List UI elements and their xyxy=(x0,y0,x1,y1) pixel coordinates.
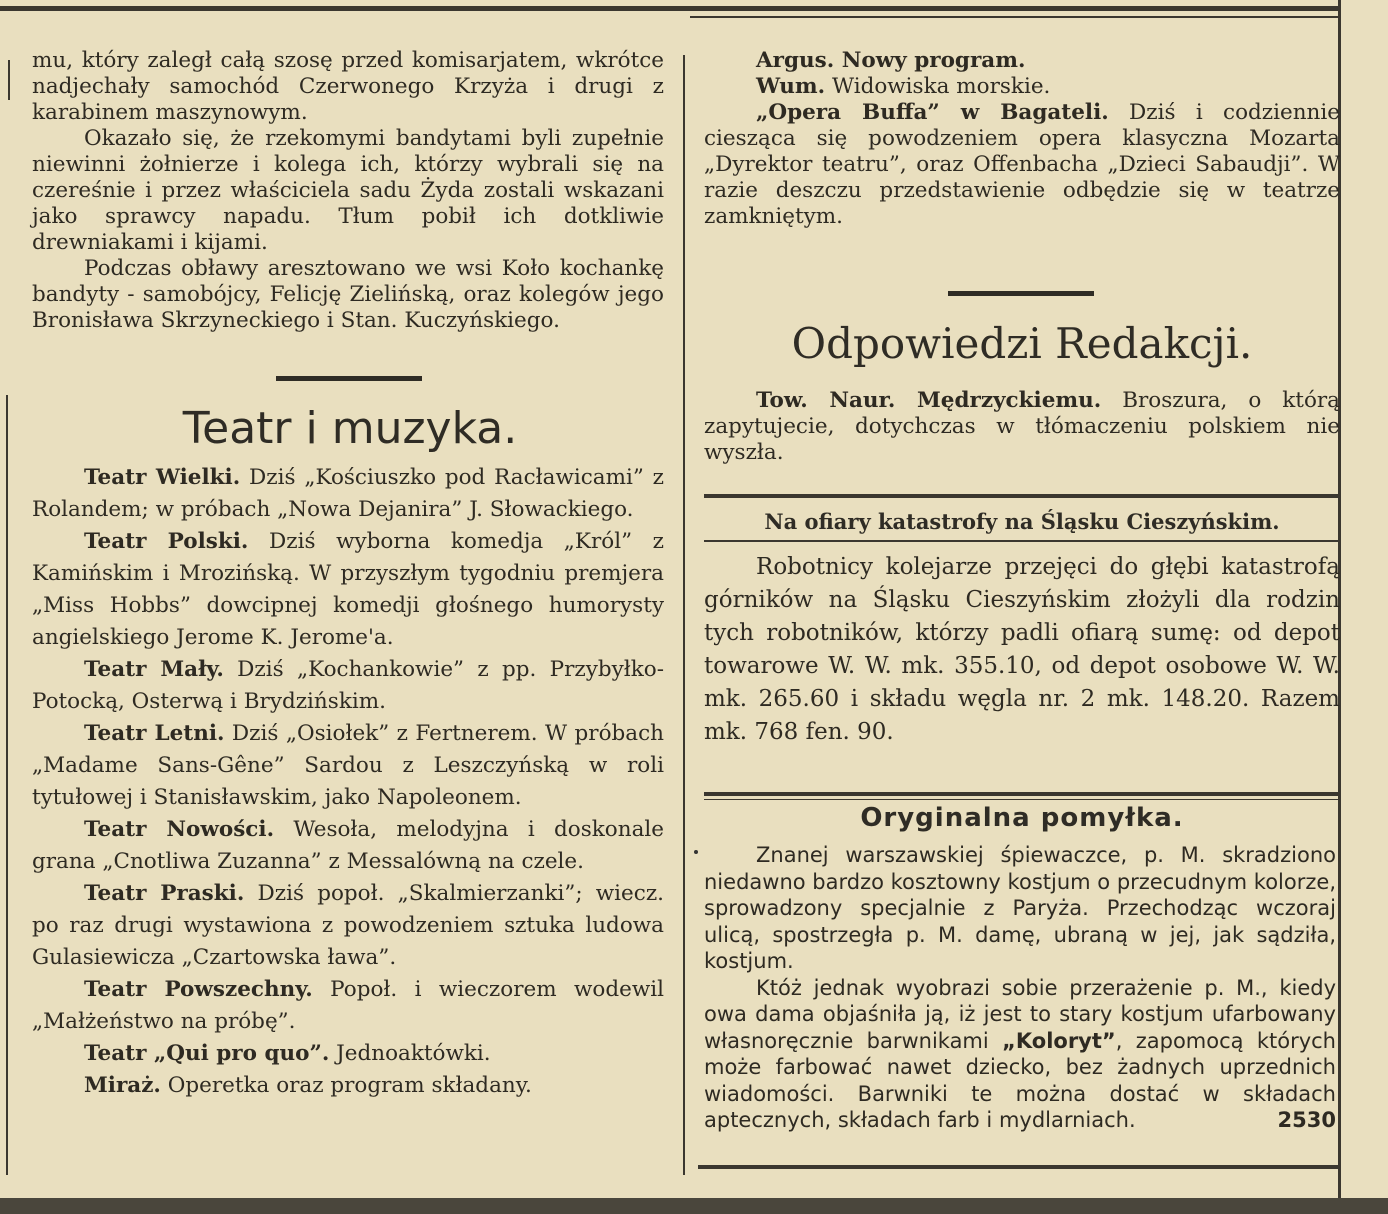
left-column xyxy=(32,48,664,334)
theatre-item-name: Teatr Letni. xyxy=(84,721,225,746)
print-speck xyxy=(694,850,698,854)
answers-paragraph xyxy=(704,388,1340,466)
theatre-item-text: Widowiska morskie. xyxy=(825,74,1051,99)
theatre-item-text: Nowy program. xyxy=(834,48,1026,73)
theatre-item-name: Argus. xyxy=(756,48,835,73)
bottom-rule xyxy=(0,1198,1388,1214)
left-top-paragraph-1: mu, który zaległ całą szosę przed komisarjatem, wkrótce nadjechały samochód Czerwonego Krzyża i drugi z karabinem maszynowym. xyxy=(32,48,664,125)
ad-bottom-rule xyxy=(698,1165,1338,1169)
victims-top-rule xyxy=(704,494,1338,498)
theatre-list xyxy=(32,462,664,1102)
theatre-item-text: Dziś „Kościuszko pod Racławicami” z Rolandem; w próbach „Nowa Dejanira” J. Słowackiego. xyxy=(32,465,664,522)
left-margin-line xyxy=(8,60,10,100)
theatre-item xyxy=(32,654,664,718)
theatre-item-name: Wum. xyxy=(756,74,826,99)
section-title-answers: Odpowiedzi Redakcji. xyxy=(791,319,1253,368)
answers-addressee: Tow. Naur. Mędrzyckiemu. xyxy=(756,388,1102,413)
theatre-item xyxy=(32,718,664,814)
ad-top-rule xyxy=(704,792,1338,796)
victims-block xyxy=(704,551,1340,749)
theatre-item xyxy=(704,100,1340,230)
theatre-item-text: Dziś „Kochankowie” z pp. Przybyłko-Potocką, Osterwą i Brydzińskim. xyxy=(32,657,664,714)
ad-text-post: , zapomocą których może farbować nawet dziecko, bez żadnych uprzednich wiadomości. Barwniki te można dostać w składach aptecznych, składach farb i mydlarniach. xyxy=(704,1028,1336,1132)
theatre-item-name: Teatr Polski. xyxy=(84,529,249,554)
theatre-item-name: Teatr Powszechny. xyxy=(84,977,313,1002)
theatre-item xyxy=(32,878,664,974)
section-title-victims: Na ofiary katastrofy na Śląsku Cieszyńskim. xyxy=(764,509,1280,534)
theatre-item xyxy=(32,526,664,654)
answers-divider-dash xyxy=(948,291,1094,296)
section-title-teatr: Teatr i muzyka. xyxy=(182,403,518,454)
column-divider xyxy=(683,55,685,1175)
ad-brand: „Koloryt” xyxy=(1002,1028,1116,1053)
theatre-item-text: Dziś i codziennie ciesząca się powodzeniem opera klasyczna Mozarta „Dyrektor teatru”, oraz Offenbacha „Dzieci Sabaudji”. W razie deszczu przedstawienie odbędzie się w teatrze zamkniętym. xyxy=(704,100,1341,229)
theatre-item xyxy=(32,814,664,878)
theatre-item-name: Teatr Nowości. xyxy=(84,817,275,842)
left-top-paragraph-3: Podczas obławy aresztowano we wsi Koło kochankę bandyty - samobójcy, Felicję Zielińską, oraz kolegów jego Bronisława Skrzyneckiego i Stan. Kuczyńskiego. xyxy=(32,256,664,333)
theatre-item xyxy=(704,74,1340,100)
right-theatre-list xyxy=(704,48,1340,230)
theatre-item-text: Dziś wyborna komedja „Król” z Kamińskim i Mrozińską. W przyszłym tygodniu premjera „Miss Hobbs” dowcipnej komedji głośnego humorysty angielskiego Jerome K. Jerome'a. xyxy=(32,529,665,650)
theatre-item-name: Teatr Wielki. xyxy=(84,465,241,490)
theatre-item-name: Miraż. xyxy=(84,1073,161,1098)
ad-paragraph-1: Znanej warszawskiej śpiewaczce, p. M. skradziono niedawno bardzo kosztowny kostjum o przecudnym kolorze, sprowadzony specjalnie z Paryża. Przechodząc wczoraj ulicą, spostrzegła p. M. damę, ubraną w jej, jak sądziła, kostjum. xyxy=(704,843,1336,973)
ad-number: 2530 xyxy=(1277,1108,1336,1132)
section-divider-dash xyxy=(276,376,422,381)
theatre-item xyxy=(704,48,1340,74)
theatre-item-text: Popoł. i wieczorem wodewil „Małżeństwo na próbę”. xyxy=(32,977,664,1034)
answers-block xyxy=(704,388,1340,466)
theatre-item xyxy=(32,1070,664,1102)
theatre-item-text: Wesoła, melodyjna i doskonale grana „Cnotliwa Zuzanna” z Messalówną na czele. xyxy=(32,817,664,874)
theatre-item-text: Dziś popoł. „Skalmierzanki”; wiecz. po raz drugi wystawiona z powodzeniem sztuka ludowa Gulasiewicza „Czartowska ława”. xyxy=(32,881,664,970)
ad-block xyxy=(704,842,1336,1134)
theatre-item-name: „Opera Buffa” w Bagateli. xyxy=(756,100,1109,125)
left-margin-line-2 xyxy=(6,395,8,1175)
theatre-item-text: Dziś „Osiołek” z Fertnerem. W próbach „Madame Sans-Gêne” Sardou z Leszczyńską w roli tytułowej i Stanisławskim, jako Napoleonem. xyxy=(32,721,664,810)
theatre-item-name: Teatr Praski. xyxy=(84,881,245,906)
victims-paragraph: Robotnicy kolejarze przejęci do głębi katastrofą górników na Śląsku Cieszyńskim złożyli dla rodzin tych robotników, którzy padli ofiarą sumę: od depot towarowe W. W. mk. 355.10, od depot osobowe W. W. mk. 265.60 i składu węgla nr. 2 mk. 148.20. Razem mk. 768 fen. 90. xyxy=(704,554,1340,745)
answers-text: Broszura, o którą zapytujecie, dotychczas w tłómaczeniu polskiem nie wyszła. xyxy=(704,388,1340,465)
left-top-paragraph-2: Okazało się, że rzekomymi bandytami byli zupełnie niewinni żołnierze i kolega ich, którzy wybrali się na czereśnie i przez właściciela sadu Żyda zostali wskazani jako sprawcy napadu. Tłum pobił ich dotkliwie drewniakami i kijami. xyxy=(32,126,664,255)
top-rule xyxy=(0,6,1340,11)
theatre-item xyxy=(32,1038,664,1070)
top-rule-thin xyxy=(690,16,1340,18)
ad-title: Oryginalna pomyłka. xyxy=(860,803,1184,833)
theatre-item xyxy=(32,974,664,1038)
theatre-item-text: Operetka oraz program składany. xyxy=(160,1073,532,1098)
theatre-item-name: Teatr Mały. xyxy=(84,657,224,682)
theatre-item-name: Teatr „Qui pro quo”. xyxy=(84,1041,330,1066)
ad-text-pre: Któż jednak wyobrazi sobie przerażenie p. M., kiedy owa dama objaśniła ją, iż jest to stary kostjum ufarbowany własnoręcznie barwnikami xyxy=(704,975,1336,1053)
theatre-item-text: Jednoaktówki. xyxy=(329,1041,491,1066)
theatre-item xyxy=(32,462,664,526)
victims-sub-rule xyxy=(704,540,1338,542)
ad-paragraph-2 xyxy=(704,975,1336,1134)
